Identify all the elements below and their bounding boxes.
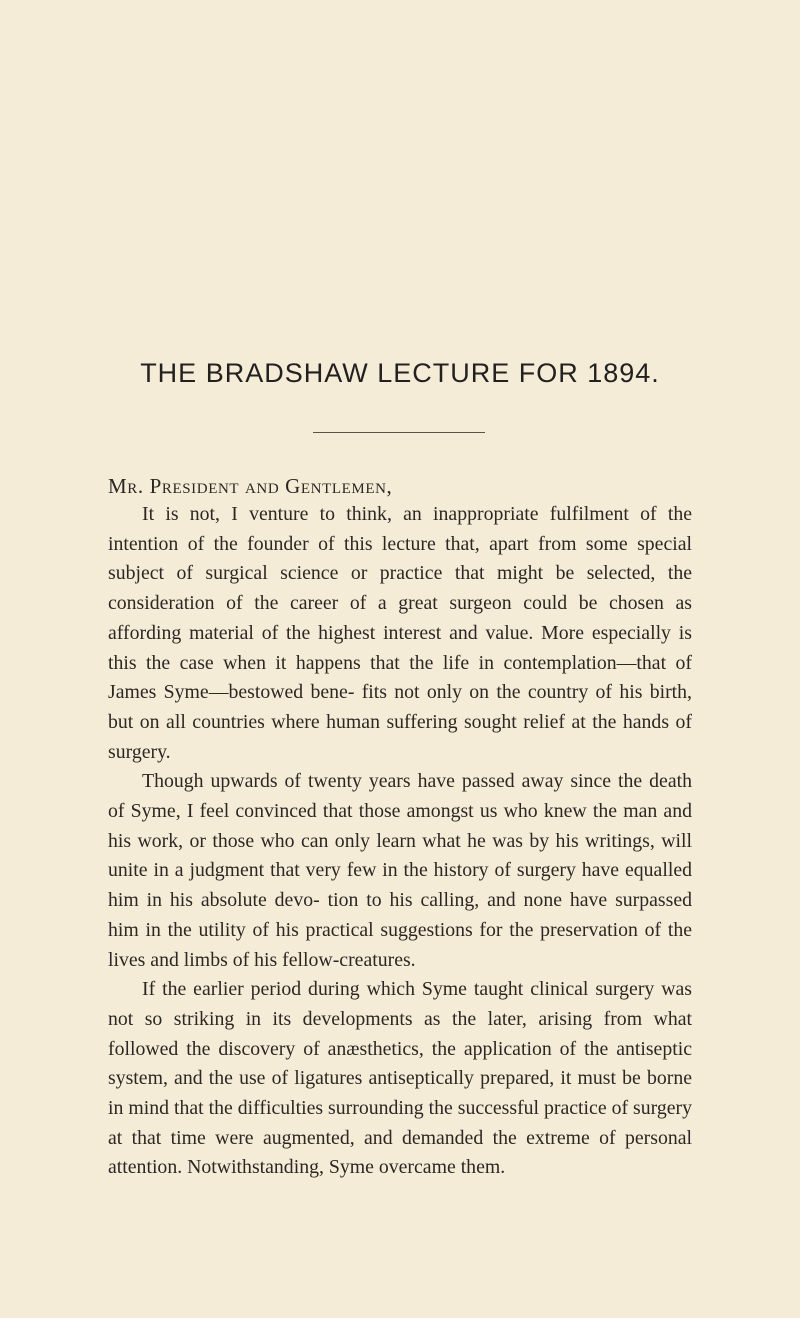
title-divider: [313, 432, 485, 433]
lecture-body: [108, 500, 692, 1183]
paragraph: If the earlier period during which Syme taught clinical surgery was not so striking in its developments as the later, arising from what followed the discovery of anæsthetics, the application of the antiseptic system, and the use of ligatures antiseptically prepared, it must be borne in mind that the difficulties surrounding the successful practice of surgery at that time were augmented, and demanded the extreme of personal attention. Notwithstanding, Syme overcame them.: [108, 978, 692, 1179]
lecture-title: THE BRADSHAW LECTURE FOR 1894.: [140, 358, 660, 388]
paragraph: It is not, I venture to think, an inappropriate fulfilment of the intention of the founder of this lecture that, apart from some special subject of surgical science or practice that might be selected, the consideration of the career of a great surgeon could be chosen as affording material of the highest interest and value. More especially is this the case when it happens that the life in contemplation—that of James Syme—bestowed bene- fits not only on the country of his birth, but on all countries where human suffering sought relief at the hands of surgery.: [108, 503, 692, 763]
salutation: Mr. President and Gentlemen,: [108, 474, 393, 498]
paragraph: Though upwards of twenty years have passed away since the death of Syme, I feel convinced that those amongst us who knew the man and his work, or those who can only learn what he was by his writings, will unite in a judgment that very few in the history of surgery have equalled him in his absolute devo- tion to his calling, and none have surpassed him in the utility of his practical suggestions for the preservation of the lives and limbs of his fellow-creatures.: [108, 770, 692, 971]
